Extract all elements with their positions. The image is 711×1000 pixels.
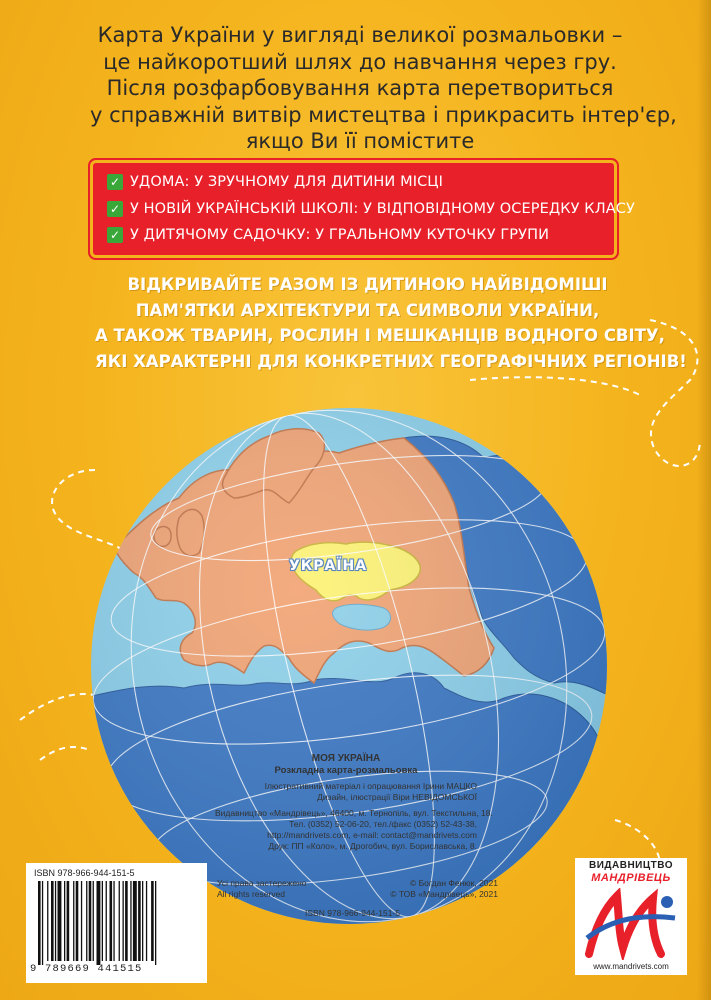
address-line: Тел. (0352) 52-06-20, тел./факс (0352) 52-43-38, — [289, 819, 477, 829]
barcode-bar — [42, 881, 43, 965]
copyright-block — [378, 878, 498, 900]
barcode — [26, 863, 207, 983]
barcode-bar — [106, 881, 107, 961]
barcode-bar — [146, 881, 147, 961]
intro-text — [90, 22, 677, 155]
barcode-isbn: ISBN 978-966-944-151-5 — [34, 868, 135, 878]
rights-ua: Усі права застережено — [217, 878, 307, 888]
barcode-bar — [102, 881, 103, 961]
banner-item — [107, 227, 549, 243]
barcode-bar — [138, 881, 141, 961]
barcode-bar — [130, 881, 131, 961]
barcode-bar — [38, 881, 41, 965]
intro-line: у справжній витвір мистецтва і прикрасить інтер'єр, — [90, 102, 677, 127]
barcode-bar — [142, 881, 143, 961]
book-title: МОЯ УКРАЇНА — [311, 753, 381, 764]
intro-line: якщо Ви її помістите — [245, 129, 475, 153]
barcode-bar — [97, 881, 101, 965]
barcode-bar — [55, 881, 56, 961]
barcode-bar — [76, 881, 79, 961]
imprint-block — [215, 753, 493, 852]
headline-line: ВІДКРИВАЙТЕ РАЗОМ ІЗ ДИТИНОЮ НАЙВІДОМІШІ — [127, 275, 608, 294]
credit-line: Ілюстративний матеріал і опрацювання Ірини МАЦКО — [264, 781, 477, 791]
usage-banner — [93, 163, 635, 255]
publisher-url: www.mandrivets.com — [593, 962, 669, 971]
banner-item-text: У ДИТЯЧОМУ САДОЧКУ: У ГРАЛЬНОМУ КУТОЧКУ ГРУПИ — [130, 227, 550, 243]
ukraine-label: УКРАЇНА — [289, 558, 368, 574]
headline-text — [95, 272, 687, 374]
banner-item — [107, 201, 635, 217]
banner-item-text: У НОВІЙ УКРАЇНСЬКІЙ ШКОЛІ: У ВІДПОВІДНОМУ ОСЕРЕДКУ КЛАСУ — [130, 201, 635, 217]
barcode-bar — [47, 881, 48, 961]
banner-item — [107, 174, 443, 190]
address-line: http://mandrivets.com, e-mail: contact@mandrivets.com — [267, 830, 477, 840]
isbn-text: ISBN 978-966-944-151-5 — [305, 908, 400, 918]
barcode-bar — [123, 881, 124, 961]
publisher-logo — [575, 858, 687, 975]
globe-map — [84, 398, 614, 938]
barcode-bar — [73, 881, 74, 961]
barcode-bar — [81, 881, 82, 961]
headline-line: ПАМ'ЯТКИ АРХІТЕКТУРИ ТА СИМВОЛИ УКРАЇНИ, — [135, 300, 600, 320]
barcode-bar — [58, 881, 62, 961]
banner-item-text: УДОМА: У ЗРУЧНОМУ ДЛЯ ДИТИНИ МІСЦІ — [130, 174, 444, 190]
book-subtitle: Розкладна карта-розмальовка — [274, 765, 418, 776]
copyright-line: © Богдан Фенюк, 2021 — [409, 878, 498, 888]
barcode-bar — [119, 881, 120, 961]
barcode-bar — [125, 881, 128, 961]
barcode-bar — [110, 881, 113, 961]
barcode-bar — [155, 881, 156, 965]
barcode-bar — [133, 881, 137, 961]
barcode-bar — [89, 881, 92, 961]
address-line: Друк: ПП «Коло», м. Дрогобич, вул. Бориславська, 8. — [268, 841, 477, 851]
rights-block — [217, 878, 307, 900]
headline-line: А ТАКОЖ ТВАРИН, РОСЛИН І МЕШКАНЦІВ ВОДНОГО СВІТУ, — [95, 326, 665, 345]
barcode-digits: 9 789669 441515 — [30, 963, 143, 975]
barcode-bar — [151, 881, 154, 961]
credit-line: Дизайн, ілюстрації Віри НЕВІДОМСЬКОЇ — [317, 792, 477, 802]
intro-line: це найкоротший шлях до навчання через гру. — [103, 49, 617, 74]
barcode-bar — [51, 881, 54, 961]
barcode-bar — [93, 881, 94, 961]
m-logo-icon — [583, 888, 679, 960]
checkmark-icon: ✓ — [107, 174, 123, 190]
checkmark-icon: ✓ — [107, 227, 123, 243]
headline-line: ЯКІ ХАРАКТЕРНІ ДЛЯ КОНКРЕТНИХ ГЕОГРАФІЧНИХ РЕГІОНІВ! — [95, 351, 687, 371]
barcode-bar — [64, 881, 65, 961]
publisher-label: ВИДАВНИЦТВО — [588, 860, 674, 871]
intro-line: Після розфарбовування карта перетвориться — [106, 76, 614, 100]
publisher-name: МАНДРІВЕЦЬ — [591, 872, 671, 884]
intro-line: Карта України у вигляді великої розмальовки – — [97, 23, 623, 47]
address-line: Видавництво «Мандрівець», 46400, м. Тернопіль, вул. Текстильна, 18. — [215, 808, 493, 818]
barcode-bar — [113, 881, 114, 961]
checkmark-icon: ✓ — [107, 201, 123, 217]
barcode-bar — [86, 881, 87, 961]
copyright-line: © ТОВ «Мандрівець», 2021 — [390, 889, 498, 899]
rights-en: All rights reserved — [217, 889, 286, 899]
barcode-bar — [67, 881, 70, 961]
